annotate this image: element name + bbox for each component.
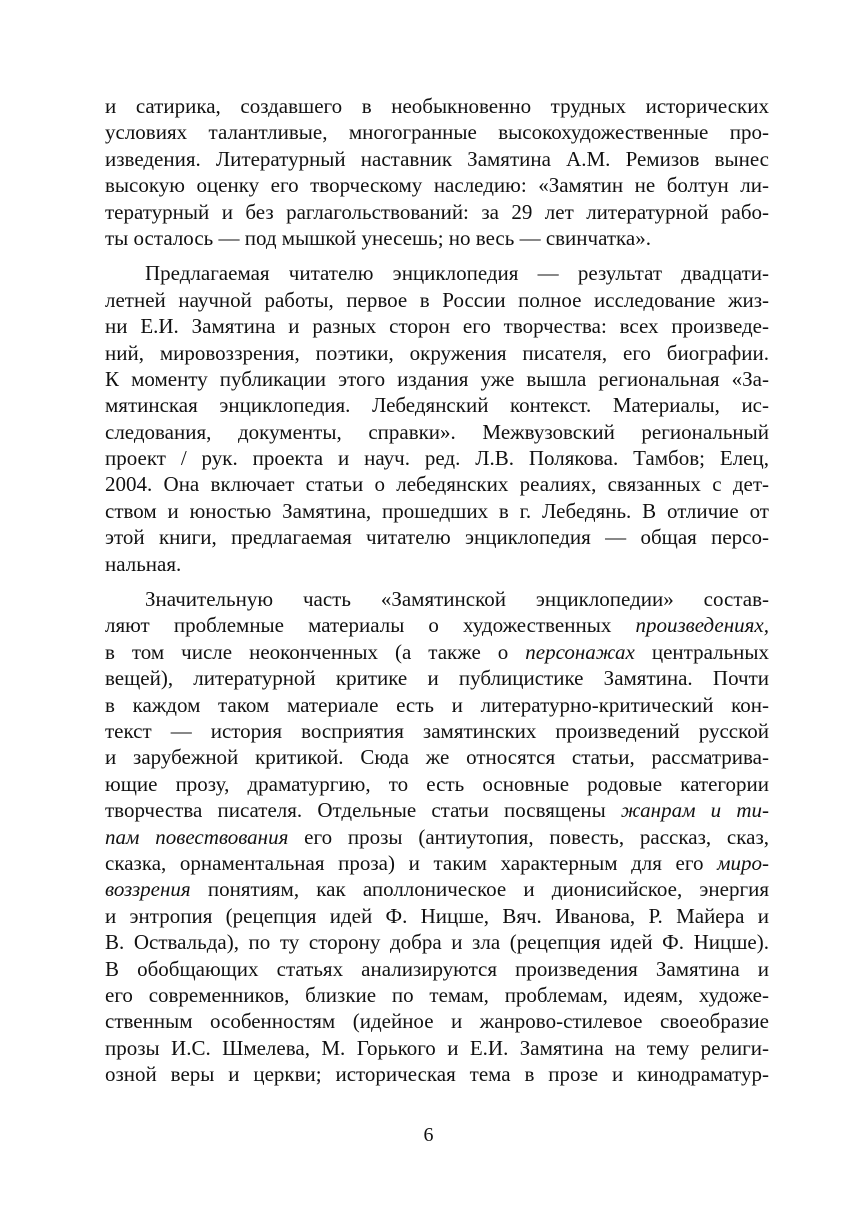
- text-line: В. Оствальда), по ту сторону добра и зла (рецепция идей Ф. Ницше).: [105, 930, 769, 955]
- text-line: условиях талантливые, многогранные высокохудожественные про-: [105, 120, 769, 145]
- text-run: центральных: [634, 639, 769, 664]
- italic-term: миро-: [717, 850, 769, 875]
- text-line: летней научной работы, первое в России полное исследование жиз-: [105, 287, 769, 312]
- text-line: мятинская энциклопедия. Лебедянский контекст. Материалы, ис-: [105, 393, 769, 418]
- text-line: вещей), литературной критике и публицистике Замятина. Почти: [105, 666, 769, 691]
- page-number: 6: [423, 1124, 434, 1146]
- text-line: ни Е.И. Замятина и разных сторон его творчества: всех произведе-: [105, 314, 769, 339]
- text-line: 2004. Она включает статьи о лебедянских реалиях, связанных с дет-: [105, 472, 769, 497]
- text-run: сказка, орнаментальная проза) и таким характерным для его: [105, 850, 718, 875]
- text-line: К моменту публикации этого издания уже вышла региональная «За-: [105, 366, 769, 391]
- text-line: [105, 639, 769, 665]
- text-run: его прозы (антиутопия, повесть, рассказ, сказ,: [288, 824, 770, 849]
- text-run: понятиям, как аполлоническое и дионисийское, энергия: [190, 877, 769, 902]
- text-run: ляют проблемные материалы о художественных: [105, 613, 636, 638]
- text-line: В обобщающих статьях анализируются произведения Замятина и: [105, 956, 769, 981]
- text-line: Предлагаемая читателю энциклопедия — результат двадцати-: [145, 261, 769, 286]
- text-line: прозы И.С. Шмелева, М. Горького и Е.И. Замятина на тему религи-: [105, 1035, 769, 1060]
- italic-term: пам повествования: [105, 824, 289, 849]
- text-line: и энтропия (рецепция идей Ф. Ницше, Вяч. Иванова, Р. Майера и: [105, 903, 769, 928]
- text-line: [105, 612, 769, 638]
- italic-term: произведениях,: [635, 613, 769, 638]
- paragraph-1: [105, 93, 769, 251]
- text-line: нальная.: [105, 551, 182, 576]
- text-line: [105, 850, 769, 876]
- text-line: и зарубежной критикой. Сюда же относятся статьи, рассматрива-: [105, 745, 769, 770]
- text-line: высокую оценку его творческому наследию: «Замятин не болтун ли-: [105, 173, 769, 198]
- text-line: и сатирика, создавшего в необыкновенно трудных исторических: [105, 94, 769, 118]
- text-line: следования, документы, справки». Межвузовский региональный: [105, 419, 769, 444]
- text-line: этой книги, предлагаемая читателю энциклопедия — общая персо-: [105, 525, 769, 550]
- text-line: [105, 797, 769, 823]
- text-line: [105, 824, 769, 850]
- text-run: творчества писателя. Отдельные статьи посвящены: [105, 798, 621, 823]
- italic-term: воззрения: [105, 877, 191, 902]
- body-text: [105, 93, 769, 1087]
- text-line: проект / рук. проекта и науч. ред. Л.В. Полякова. Тамбов; Елец,: [105, 446, 769, 471]
- italic-term: жанрам и ти-: [620, 798, 769, 823]
- text-line: ственным особенностям (идейное и жанрово-стилевое своеобразие: [105, 1009, 769, 1034]
- text-run: в том числе неоконченных (а также о: [105, 639, 526, 664]
- text-line: ющие прозу, драматургию, то есть основные родовые категории: [105, 771, 769, 796]
- text-line: ством и юностью Замятина, прошедших в г. Лебедянь. В отличие от: [105, 498, 769, 523]
- italic-term: персонажах: [525, 639, 635, 664]
- text-line: озной веры и церкви; историческая тема в прозе и кинодраматур-: [105, 1062, 769, 1087]
- text-line: текст — история восприятия замятинских произведений русской: [105, 718, 769, 743]
- text-line: его современников, близкие по темам, проблемам, идеям, художе-: [105, 982, 769, 1007]
- text-line: изведения. Литературный наставник Замятина А.М. Ремизов вынес: [105, 146, 769, 171]
- paragraph-3: [105, 586, 769, 1087]
- text-line: Значительную часть «Замятинской энциклопедии» состав-: [145, 587, 769, 612]
- text-line: ний, мировоззрения, поэтики, окружения писателя, его биографии.: [105, 340, 769, 365]
- text-line: в каждом таком материале есть и литературно-критический кон-: [105, 692, 769, 717]
- text-line: ты осталось — под мышкой унесешь; но весь — свинчатка».: [105, 225, 651, 250]
- text-line: [105, 876, 769, 902]
- text-line: тературный и без раглагольствований: за 29 лет литературной рабо-: [105, 199, 769, 224]
- paragraph-2: [105, 260, 769, 577]
